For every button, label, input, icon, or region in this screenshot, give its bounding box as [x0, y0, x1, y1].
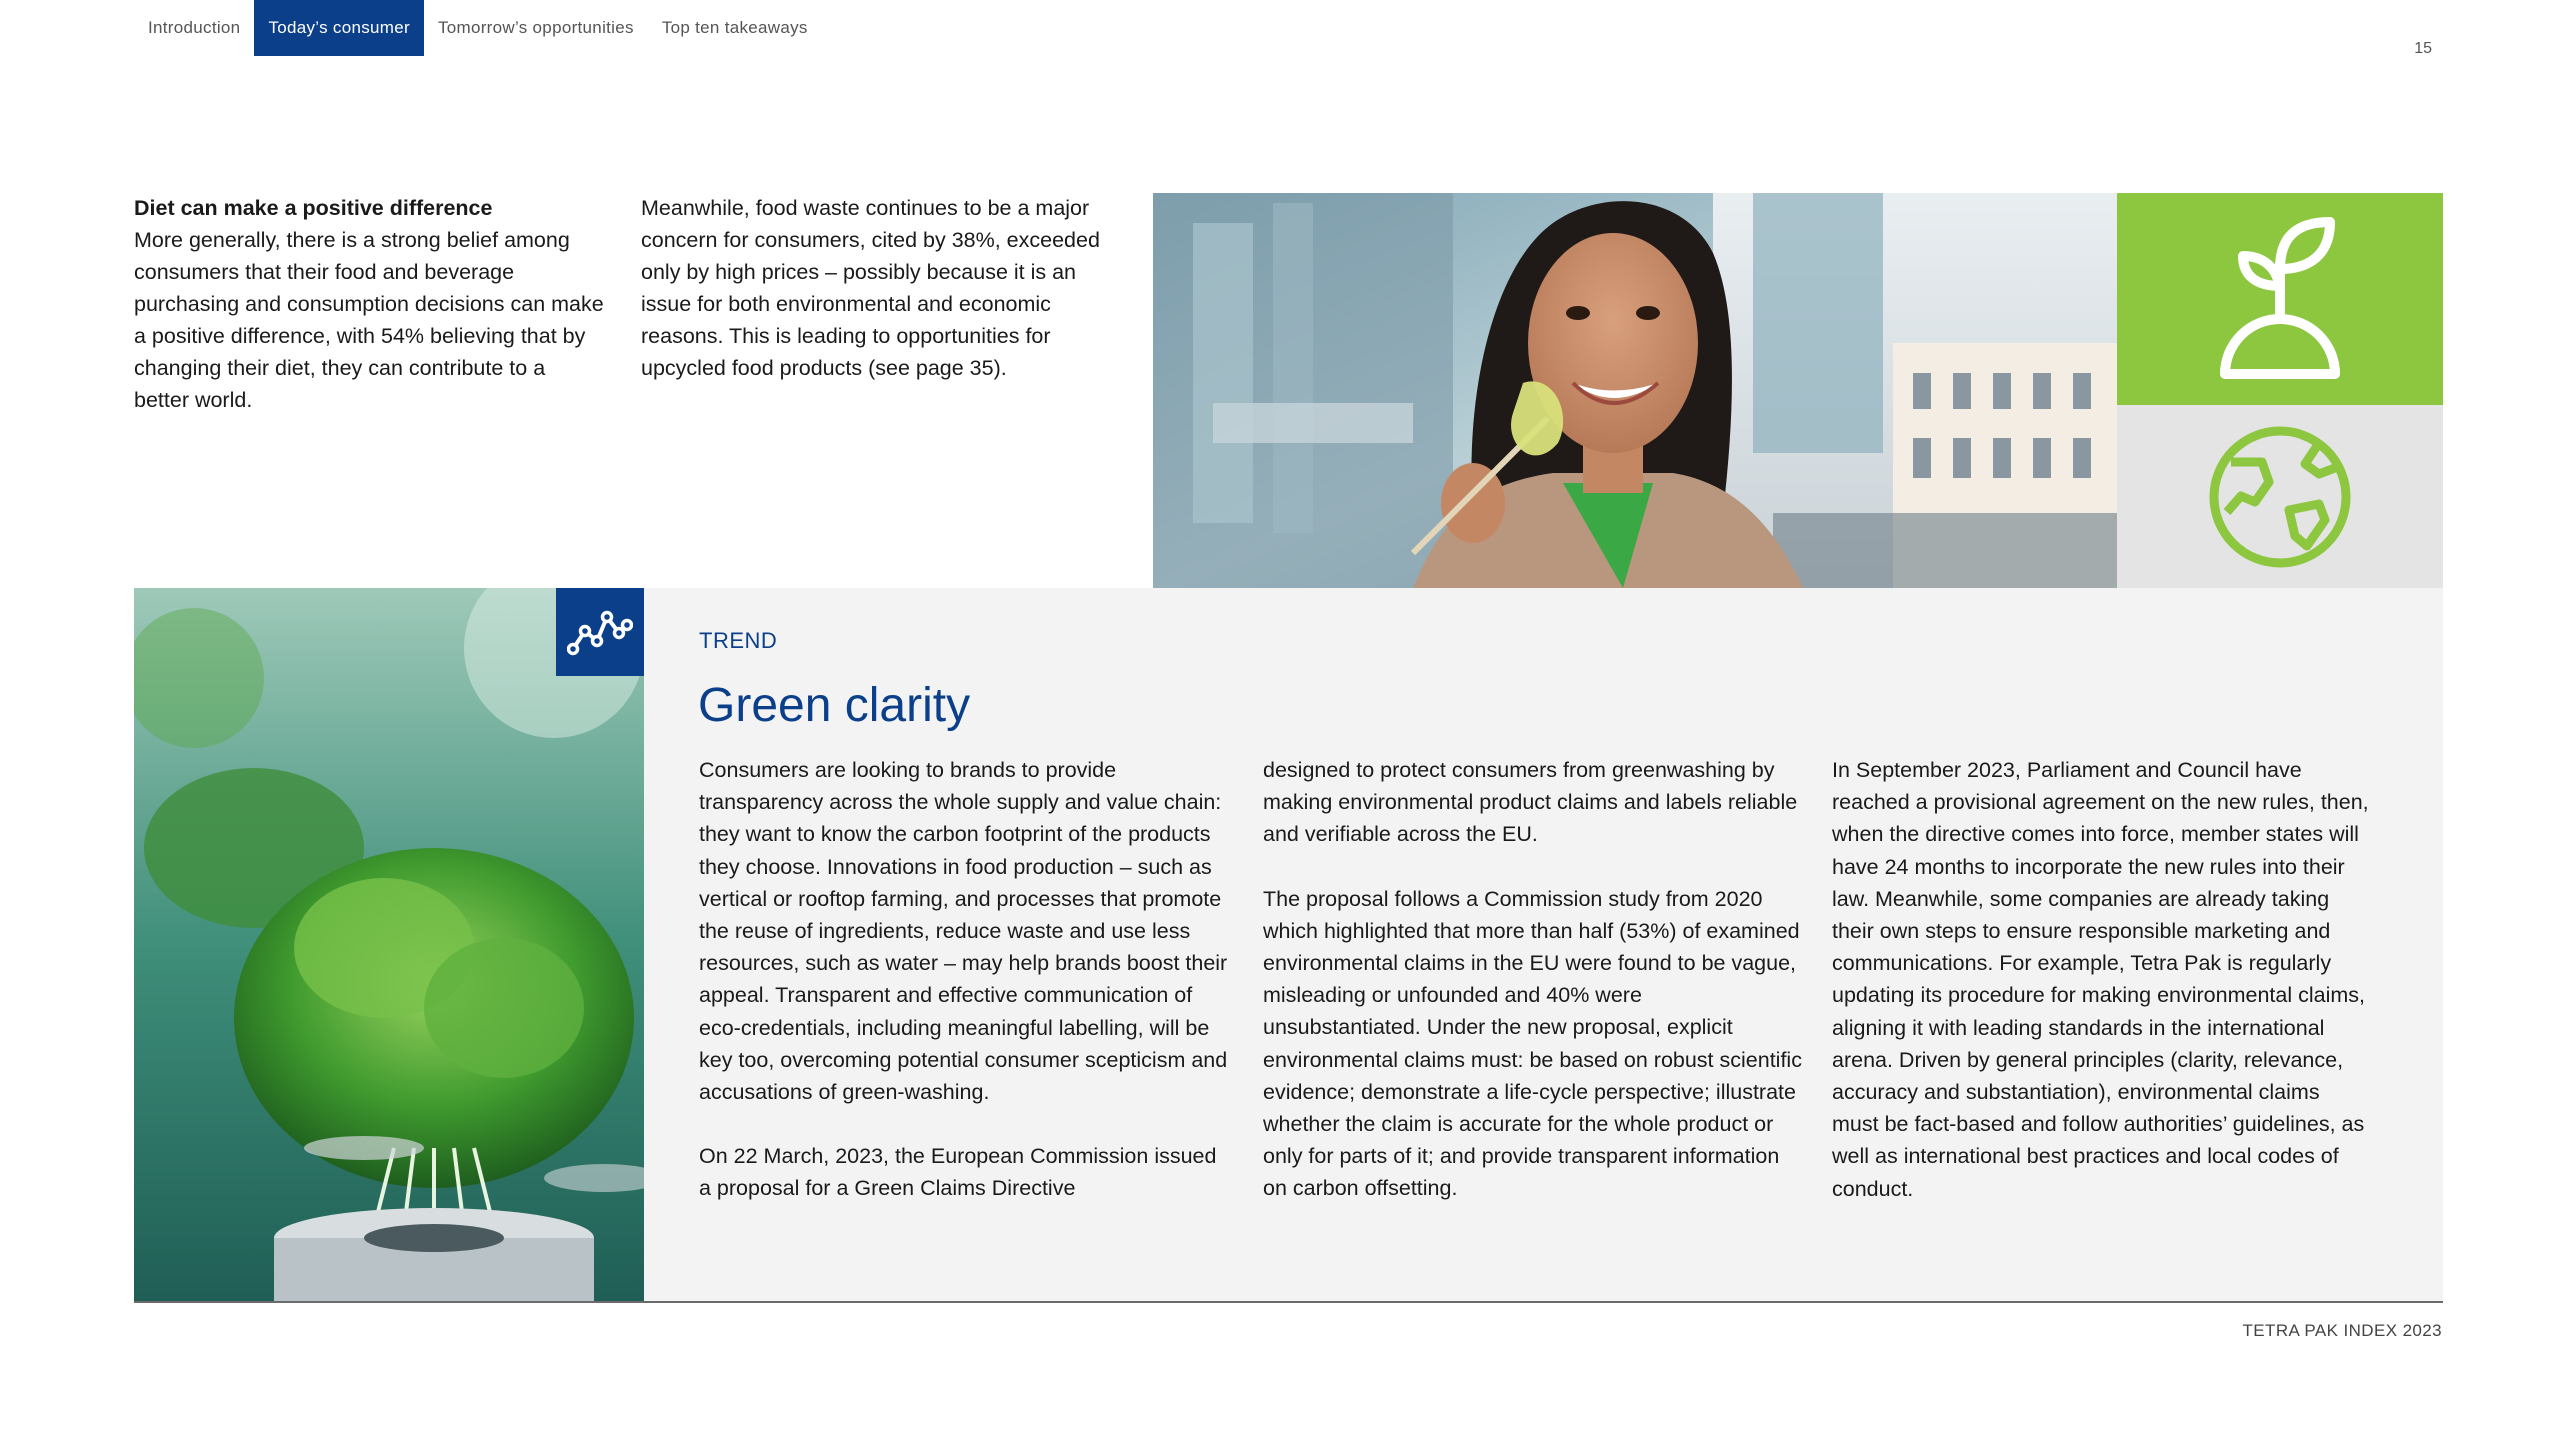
- tab-introduction[interactable]: Introduction: [148, 18, 241, 37]
- trend-column-1: [699, 754, 1229, 1205]
- sprout-icon: [2205, 214, 2355, 384]
- page-number: 15: [2414, 40, 2432, 57]
- sprout-tile: [2117, 193, 2443, 405]
- trend-col2-paragraph-1: designed to protect consumers from greenwashing by making environmental product claims and labels reliable and verifiable across the EU.: [1263, 758, 1798, 847]
- divider: [134, 1301, 2443, 1303]
- trend-badge: [556, 588, 644, 676]
- trend-column-2: [1263, 754, 1803, 1205]
- tab-top-ten-takeaways[interactable]: Top ten takeaways: [661, 18, 808, 37]
- woman-eating-photo: [1153, 193, 2117, 588]
- trend-col1-paragraph-2: On 22 March, 2023, the European Commission issued a proposal for a Green Claims Directive: [699, 1144, 1217, 1201]
- trend-col2-paragraph-2: The proposal follows a Commission study from 2020 which highlighted that more than half (53%) of examined environmental claims in the EU were found to be vague, misleading or unfounded and 40% were unsubstantiated. Under the new proposal, explicit environmental claims must: be based on robust scientific evidence; demonstrate a life-cycle perspective; illustrate whether the claim is accurate for the whole product or only for parts of it; and provide transparent information on carbon offsetting.: [1263, 886, 1802, 1201]
- footer-label: TETRA PAK INDEX 2023: [2242, 1321, 2442, 1340]
- trend-column-3: [1832, 754, 2372, 1205]
- intro-col2-body: Meanwhile, food waste continues to be a major concern for consumers, cited by 38%, exceeded only by high prices – possibly because it is an issue for both environmental and economic reasons. This is leading to opportunities for upcycled food products (see page 35).: [641, 196, 1100, 380]
- globe-icon: [2207, 424, 2353, 570]
- globe-tile: [2117, 405, 2443, 588]
- tab-todays-consumer[interactable]: Today’s consumer: [254, 0, 424, 56]
- trend-line-icon: [567, 607, 633, 657]
- trend-col1-paragraph-1: Consumers are looking to brands to provide transparency across the whole supply and value chain: they want to know the carbon footprint of the products they choose. Innovations in food production – such as vertical or rooftop farming, and processes that promote the reuse of ingredients, reduce waste and use less resources, such as water – may help brands boost their appeal. Transparent and effective communication of eco-credentials, including meaningful labelling, will be key too, overcoming potential consumer scepticism and accusations of green-washing.: [699, 758, 1228, 1105]
- lettuce-photo: [134, 588, 644, 1302]
- intro-col1-body: More generally, there is a strong belief among consumers that their food and beverage purchasing and consumption decisions can make a positive difference, with 54% believing that by changing their diet, they can contribute to a better world.: [134, 228, 604, 412]
- intro-heading: Diet can make a positive difference: [134, 196, 493, 220]
- section-nav: [134, 0, 822, 56]
- intro-column-2: [641, 192, 1111, 384]
- intro-column-1: [134, 192, 604, 416]
- trend-col3-paragraph-1: In September 2023, Parliament and Council have reached a provisional agreement on the new rules, then, when the directive comes into force, member states will have 24 months to incorporate the new rules into their law. Meanwhile, some companies are already taking their own steps to ensure responsible marketing and communications. For example, Tetra Pak is regularly updating its procedure for making environmental claims, aligning it with leading standards in the international arena. Driven by general principles (clarity, relevance, accuracy and substantiation), environmental claims must be fact-based and follow authorities’ guidelines, as well as international best practices and local codes of conduct.: [1832, 758, 2369, 1201]
- tab-tomorrows-opportunities[interactable]: Tomorrow’s opportunities: [437, 18, 634, 37]
- trend-label: TREND: [699, 628, 778, 653]
- trend-title: Green clarity: [698, 679, 971, 732]
